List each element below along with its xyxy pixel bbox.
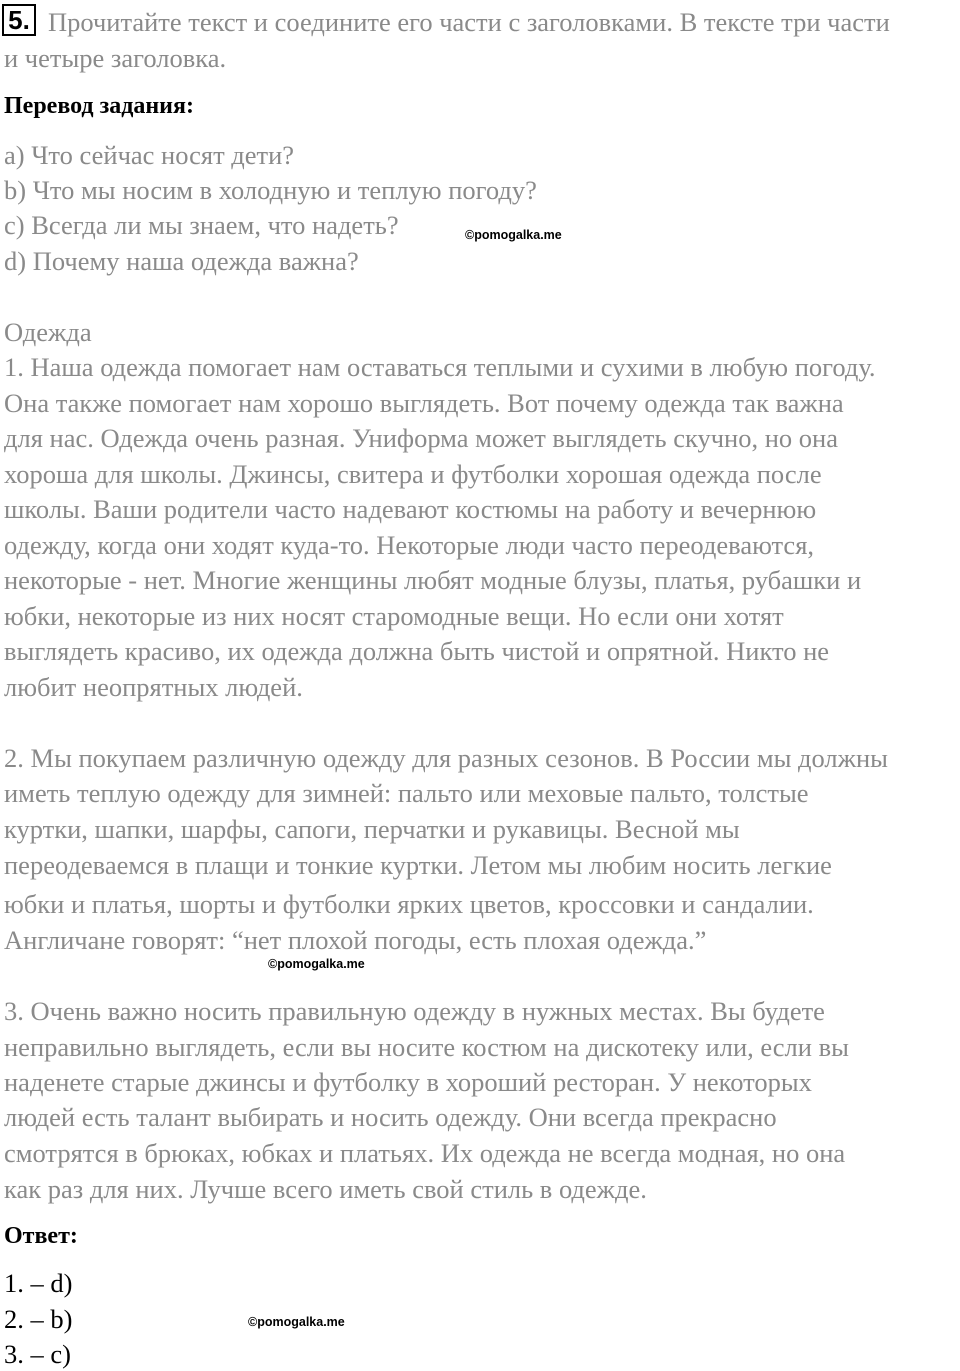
text-title: Одежда (4, 317, 92, 347)
part1-line: юбки, некоторые из них носят старомодные вещи. Но если они хотят (4, 601, 784, 631)
part3-line: неправильно выглядеть, если вы носите костюм на дискотеку или, если вы (4, 1032, 849, 1062)
part1-line: хороша для школы. Джинсы, свитера и футболки хорошая одежда после (4, 459, 822, 489)
answer-item-1: 1. – d) (4, 1268, 73, 1298)
part1-line: любит неопрятных людей. (4, 672, 303, 702)
instruction-line-1: Прочитайте текст и соедините его части с заголовками. В тексте три части (48, 7, 890, 37)
translation-heading: Перевод задания: (4, 93, 194, 119)
watermark-1: ©pomogalka.me (465, 228, 562, 242)
title-c: c) Всегда ли мы знаем, что надеть? (4, 210, 399, 240)
exercise-number: 5. (2, 4, 36, 36)
answer-heading: Ответ: (4, 1223, 78, 1249)
part3-line: людей есть талант выбирать и носить одежду. Они всегда прекрасно (4, 1102, 777, 1132)
part1-line: школы. Ваши родители часто надевают костюмы на работу и вечернюю (4, 494, 817, 524)
part3-line: смотрятся в брюках, юбках и платьях. Их одежда не всегда модная, но она (4, 1138, 846, 1168)
part2-line: куртки, шапки, шарфы, сапоги, перчатки и рукавицы. Весной мы (4, 814, 740, 844)
part1-line: для нас. Одежда очень разная. Униформа может выглядеть скучно, но она (4, 423, 838, 453)
part2-line: 2. Мы покупаем различную одежду для разных сезонов. В России мы должны (4, 743, 888, 773)
part3-line: наденете старые джинсы и футболку в хороший ресторан. У некоторых (4, 1067, 812, 1097)
watermark-3: ©pomogalka.me (248, 1315, 345, 1329)
part2-line: переодеваемся в плащи и тонкие куртки. Летом мы любим носить легкие (4, 850, 832, 880)
watermark-2: ©pomogalka.me (268, 957, 365, 971)
part2-line: Англичане говорят: “нет плохой погоды, есть плохая одежда.” (4, 925, 707, 955)
part1-line: 1. Наша одежда помогает нам оставаться теплыми и сухими в любую погоду. (4, 352, 876, 382)
part1-line: выглядеть красиво, их одежда должна быть чистой и опрятной. Никто не (4, 636, 830, 666)
part2-line: иметь теплую одежду для зимней: пальто или меховые пальто, толстые (4, 778, 809, 808)
title-d: d) Почему наша одежда важна? (4, 246, 359, 276)
instruction-line-2: и четыре заголовка. (4, 43, 227, 73)
part2-line: юбки и платья, шорты и футболки ярких цветов, кроссовки и сандалии. (4, 889, 814, 919)
answer-item-2: 2. – b) (4, 1304, 73, 1334)
title-b: b) Что мы носим в холодную и теплую погоду? (4, 175, 537, 205)
answer-item-3: 3. – c) (4, 1339, 71, 1369)
part3-line: как раз для них. Лучше всего иметь свой стиль в одежде. (4, 1174, 647, 1204)
part1-line: Она также помогает нам хорошо выглядеть. Вот почему одежда так важна (4, 388, 844, 418)
title-a: a) Что сейчас носят дети? (4, 140, 295, 170)
part1-line: некоторые - нет. Многие женщины любят модные блузы, платья, рубашки и (4, 565, 862, 595)
part1-line: одежду, когда они ходят куда-то. Некоторые люди часто переодеваются, (4, 530, 815, 560)
part3-line: 3. Очень важно носить правильную одежду в нужных местах. Вы будете (4, 996, 825, 1026)
